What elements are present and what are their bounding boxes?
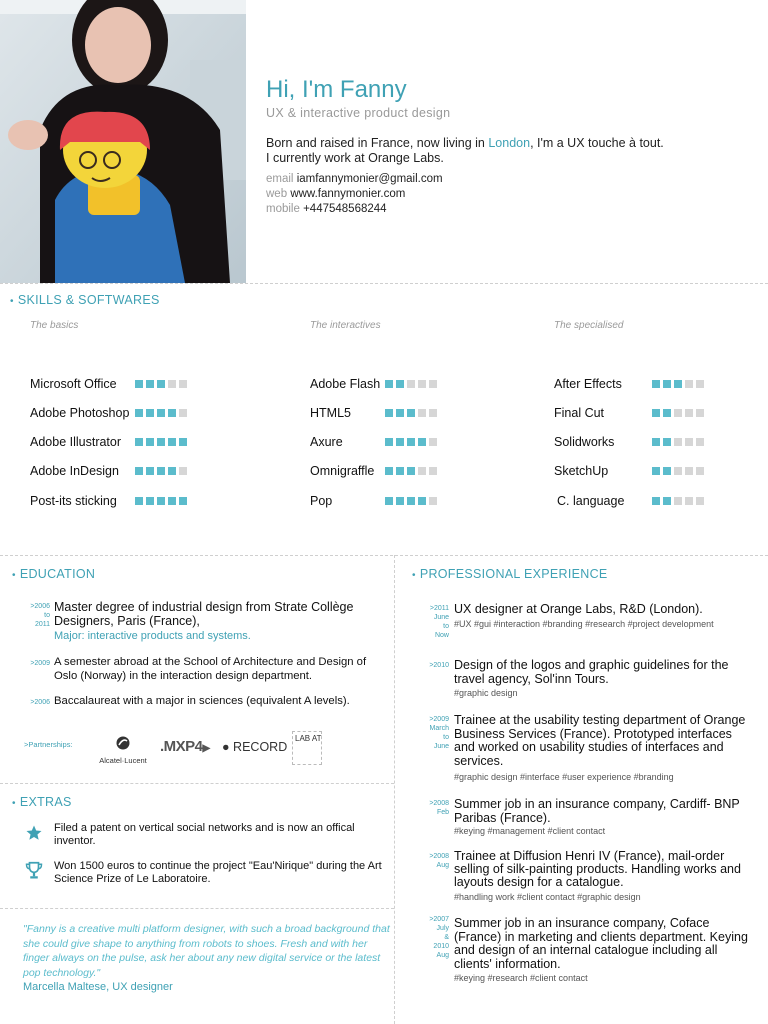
date-line: >2008 xyxy=(429,853,449,860)
skill-name: HTML5 xyxy=(310,406,351,420)
skill-level-empty xyxy=(179,380,187,388)
skill-level-filled xyxy=(385,409,393,417)
divider xyxy=(0,555,768,556)
partner-name: Alcatel·Lucent xyxy=(99,756,147,765)
skill-level-filled xyxy=(663,467,671,475)
skill-level-filled xyxy=(135,497,143,505)
skill-level-empty xyxy=(685,409,693,417)
skill-level-filled xyxy=(146,380,154,388)
skill-level-filled xyxy=(168,409,176,417)
education-title: Baccalaureat with a major in sciences (equivalent A levels). xyxy=(54,695,350,707)
skill-level-filled xyxy=(652,380,660,388)
skill-level-filled xyxy=(396,467,404,475)
experience-tags: #keying #research #client contact xyxy=(454,973,588,983)
experience-tags: #keying #management #client contact xyxy=(454,826,606,836)
divider xyxy=(0,908,394,909)
education-date xyxy=(18,602,50,629)
date-line: Now xyxy=(434,632,449,639)
date-line: Aug xyxy=(436,862,449,869)
skill-level-empty xyxy=(674,409,682,417)
skill-level-filled xyxy=(168,438,176,446)
skill-level-filled xyxy=(418,438,426,446)
page-subtitle: UX & interactive product design xyxy=(266,106,451,120)
experience-date xyxy=(418,799,449,817)
date-line: 2010 xyxy=(433,943,449,950)
skill-level-empty xyxy=(696,467,704,475)
skill-name: Pop xyxy=(310,494,333,508)
skills-column-title: The basics xyxy=(30,320,79,331)
skill-level-empty xyxy=(418,380,426,388)
email-value[interactable]: iamfannymonier@gmail.com xyxy=(296,173,443,185)
date-line: to xyxy=(443,623,449,630)
skill-level-filled xyxy=(157,380,165,388)
mobile-value[interactable]: +447548568244 xyxy=(303,203,387,215)
skill-level-filled xyxy=(146,409,154,417)
partnerships-label: >Partnerships: xyxy=(24,740,73,749)
skill-level-filled xyxy=(157,497,165,505)
education-date xyxy=(18,698,50,707)
extras-title-text: EXTRAS xyxy=(19,795,72,809)
skill-level-empty xyxy=(685,380,693,388)
education-title-text: EDUCATION xyxy=(19,567,96,581)
experience-title: Summer job in an insurance company, Coface (France) in marketing and clients department. Keying and design of an internal catalogue including all clients' information. xyxy=(454,916,748,971)
skill-level-filled xyxy=(407,409,415,417)
divider xyxy=(0,783,394,784)
experience-date xyxy=(418,715,449,751)
skill-level-empty xyxy=(429,497,437,505)
education-section-title: • EDUCATION xyxy=(12,567,96,581)
skill-level-filled xyxy=(179,438,187,446)
date-line: June xyxy=(433,614,449,621)
skills-column-title: The interactives xyxy=(310,320,381,331)
skill-level-filled xyxy=(146,438,154,446)
skill-level-filled xyxy=(385,380,393,388)
skill-level-filled xyxy=(652,467,660,475)
skill-level-filled xyxy=(135,438,143,446)
skill-level-filled xyxy=(663,497,671,505)
skill-level-empty xyxy=(674,497,682,505)
date-line: to xyxy=(443,734,449,741)
skill-level-empty xyxy=(168,380,176,388)
alcatel-swirl-icon xyxy=(115,736,131,750)
date-line: June xyxy=(433,743,449,750)
skill-level-filled xyxy=(146,467,154,475)
date-line: Aug xyxy=(436,952,449,959)
skill-level-filled xyxy=(652,409,660,417)
skill-level-empty xyxy=(429,380,437,388)
skill-level-filled xyxy=(135,467,143,475)
skill-name: Axure xyxy=(310,435,343,449)
skill-level-empty xyxy=(696,380,704,388)
skill-level-empty xyxy=(418,409,426,417)
bio xyxy=(266,136,664,166)
bio-line2: I currently work at Orange Labs. xyxy=(266,151,444,165)
skill-name: Microsoft Office xyxy=(30,377,117,391)
alcatel-lucent-logo xyxy=(97,736,149,768)
skill-name: Omnigraffle xyxy=(310,464,375,478)
skill-level-filled xyxy=(168,467,176,475)
skill-name: After Effects xyxy=(554,377,622,391)
skill-level-filled xyxy=(396,497,404,505)
column-divider xyxy=(394,555,395,1024)
date-line: July xyxy=(436,925,449,932)
experience-title: Summer job in an insurance company, Cardiff- BNP Paribas (France). xyxy=(454,797,740,825)
skill-name: C. language xyxy=(557,494,625,508)
partner-name: .MXP4 xyxy=(160,738,203,755)
date-line: >2008 xyxy=(429,800,449,807)
skill-level-filled xyxy=(385,438,393,446)
lab-at-logo xyxy=(292,731,322,765)
mxp4-logo xyxy=(160,738,210,755)
date-line: Feb xyxy=(436,809,449,816)
skill-level-empty xyxy=(696,497,704,505)
trophy-icon xyxy=(25,861,43,886)
partner-name: RECORD xyxy=(233,740,288,754)
date-line: to xyxy=(44,612,50,619)
skill-level-filled xyxy=(396,380,404,388)
skill-level-filled xyxy=(418,497,426,505)
experience-date xyxy=(418,604,449,640)
skill-level-empty xyxy=(429,438,437,446)
skill-level-empty xyxy=(429,409,437,417)
divider xyxy=(0,283,768,284)
experience-date xyxy=(418,852,449,870)
extras-section-title: • EXTRAS xyxy=(12,795,72,809)
extra-item-text: Filed a patent on vertical social networks and is now an offical inventor. xyxy=(54,822,355,847)
skill-level-empty xyxy=(674,467,682,475)
skill-name: Adobe Illustrator xyxy=(30,435,122,449)
skill-level-filled xyxy=(385,497,393,505)
skill-level-filled xyxy=(157,409,165,417)
experience-tags: #UX #gui #interaction #branding #research #project development xyxy=(454,619,714,629)
skill-level-filled xyxy=(407,467,415,475)
bio-text: , I'm a UX touche à tout. xyxy=(530,136,664,150)
skill-level-empty xyxy=(418,467,426,475)
contact-label: mobile xyxy=(266,203,300,215)
date-line: 2011 xyxy=(34,621,50,628)
date-line: >2010 xyxy=(429,662,449,669)
contact-label: web xyxy=(266,188,288,200)
contact-web xyxy=(266,188,405,200)
date-line: >2011 xyxy=(429,605,449,612)
contact-label: email xyxy=(266,173,294,185)
skill-level-filled xyxy=(135,409,143,417)
skills-section-title: • SKILLS & SOFTWARES xyxy=(10,293,160,307)
experience-title: UX designer at Orange Labs, R&D (London). xyxy=(454,602,703,616)
skill-level-filled xyxy=(135,380,143,388)
skill-level-empty xyxy=(685,438,693,446)
skill-level-filled xyxy=(663,438,671,446)
skills-title-text: SKILLS & SOFTWARES xyxy=(17,293,160,307)
contact-email xyxy=(266,173,443,185)
experience-tags: #graphic design xyxy=(454,688,518,698)
skill-level-empty xyxy=(685,467,693,475)
date-line: March xyxy=(429,725,449,732)
skill-level-filled xyxy=(157,438,165,446)
skill-level-empty xyxy=(179,409,187,417)
education-date xyxy=(18,659,50,668)
web-link[interactable]: www.fannymonier.com xyxy=(290,188,406,200)
extra-item-text: Won 1500 euros to continue the project "Eau'Nirique" during the Art Science Prize of Le Laboratoire. xyxy=(54,860,382,885)
skill-level-filled xyxy=(652,497,660,505)
skill-level-filled xyxy=(663,380,671,388)
skill-level-filled xyxy=(396,438,404,446)
experience-title-text: PROFESSIONAL EXPERIENCE xyxy=(419,567,608,581)
date-line: >2007 xyxy=(429,916,449,923)
star-icon xyxy=(25,824,43,847)
skill-level-filled xyxy=(168,497,176,505)
skill-level-filled xyxy=(652,438,660,446)
experience-date xyxy=(418,661,449,670)
education-title: A semester abroad at the School of Architecture and Design of Oslo (Norway) in the interaction design department. xyxy=(54,656,367,682)
page-title: Hi, I'm Fanny xyxy=(266,76,407,103)
experience-title: Trainee at Diffusion Henri IV (France), mail-order selling of silk-painting products. Handling works and layouts design for a catalogue. xyxy=(454,849,741,889)
experience-tags: #handling work #client contact #graphic design xyxy=(454,892,641,902)
experience-tags: #graphic design #interface #user experience #branding xyxy=(454,772,674,782)
skill-level-filled xyxy=(396,409,404,417)
skill-level-empty xyxy=(407,380,415,388)
skill-name: Adobe Flash xyxy=(310,377,381,391)
bio-city-link[interactable]: London xyxy=(488,136,531,150)
date-line: & xyxy=(444,934,449,941)
skill-level-filled xyxy=(407,497,415,505)
skill-level-filled xyxy=(179,497,187,505)
record-dot-icon: ● xyxy=(222,740,230,754)
testimonial-quote: "Fanny is a creative multi platform designer, with such a broad background that she could give shape to anything from robots to shoes. Fresh and with her finger always on the pulse, ask her about any new digital service or the latest pop technology." xyxy=(23,923,390,979)
skill-level-empty xyxy=(429,467,437,475)
skill-level-empty xyxy=(179,467,187,475)
education-major: Major: interactive products and systems. xyxy=(54,630,251,642)
partner-name: LAB AT xyxy=(295,734,322,743)
skill-name: Final Cut xyxy=(554,406,605,420)
contact-mobile xyxy=(266,203,387,215)
testimonial-author: Marcella Maltese, UX designer xyxy=(23,981,173,993)
date-line: >2009 xyxy=(429,716,449,723)
skill-name: SketchUp xyxy=(554,464,609,478)
skill-level-filled xyxy=(407,438,415,446)
skill-level-empty xyxy=(696,438,704,446)
skill-level-filled xyxy=(663,409,671,417)
skills-column-title: The specialised xyxy=(554,320,624,331)
experience-section-title: • PROFESSIONAL EXPERIENCE xyxy=(412,567,608,581)
skill-level-empty xyxy=(685,497,693,505)
bio-text: Born and raised in France, now living in xyxy=(266,136,489,150)
date-line: >2006 xyxy=(30,699,50,706)
skill-level-empty xyxy=(696,409,704,417)
profile-photo xyxy=(0,0,246,283)
play-icon: ▶ xyxy=(202,743,210,754)
education-title: Master degree of industrial design from Strate Collège Designers, Paris (France), xyxy=(54,600,354,628)
experience-date xyxy=(418,915,449,960)
skill-level-filled xyxy=(157,467,165,475)
skill-name: Adobe Photoshop xyxy=(30,406,130,420)
experience-title: Design of the logos and graphic guidelines for the travel agency, Sol'inn Tours. xyxy=(454,658,729,686)
date-line: >2009 xyxy=(30,660,50,667)
record-logo xyxy=(222,740,287,754)
skill-level-filled xyxy=(385,467,393,475)
skill-level-filled xyxy=(674,380,682,388)
experience-title: Trainee at the usability testing department of Orange Business Services (France). Prototyped interfaces and worked on usability studies of interfaces and services. xyxy=(454,713,746,768)
skill-level-filled xyxy=(146,497,154,505)
date-line: >2006 xyxy=(30,603,50,610)
skill-name: Solidworks xyxy=(554,435,615,449)
skill-name: Post-its sticking xyxy=(30,494,117,508)
skill-level-empty xyxy=(674,438,682,446)
skill-name: Adobe InDesign xyxy=(30,464,119,478)
